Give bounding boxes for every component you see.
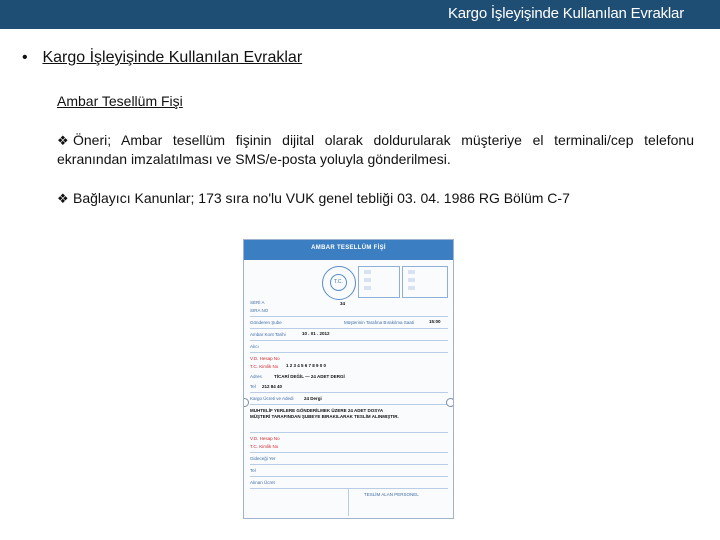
receipt-divider bbox=[348, 488, 349, 516]
receipt-field-label: Alıcı bbox=[250, 344, 259, 349]
receipt-field-label: V.D. Hesap No bbox=[250, 356, 280, 361]
clip-hole-icon bbox=[446, 398, 454, 407]
receipt-line bbox=[250, 476, 448, 477]
receipt-field-label: SERİ A bbox=[250, 300, 265, 305]
receipt-seal-text: T.C. bbox=[330, 274, 347, 291]
receipt-field-label: SIRA NO bbox=[250, 308, 269, 313]
receipt-field-label: Ambar Kont Tarihi bbox=[250, 332, 286, 337]
receipt-line bbox=[250, 464, 448, 465]
receipt-note: TİCARİ DEĞİL — 24 ADET DERGİ bbox=[274, 374, 345, 379]
receipt-cell bbox=[408, 286, 415, 290]
title-bar bbox=[0, 0, 720, 29]
bullet-heading: Kargo İşleyişinde Kullanılan Evraklar bbox=[42, 49, 303, 66]
receipt-line bbox=[250, 328, 448, 329]
bullet-dot-icon: • bbox=[22, 49, 28, 66]
receipt-field-label: Kargo Ücreti ve Adedi bbox=[250, 396, 294, 401]
receipt-line bbox=[250, 340, 448, 341]
slide-title: Kargo İşleyişinde Kullanılan Evraklar bbox=[447, 5, 684, 22]
paragraph-proposal bbox=[57, 131, 694, 169]
receipt-field-label: V.D. Hesap No bbox=[250, 436, 280, 441]
paragraph-laws bbox=[57, 189, 694, 208]
receipt-line bbox=[250, 432, 448, 433]
receipt-cell bbox=[364, 270, 371, 274]
receipt-line bbox=[250, 316, 448, 317]
receipt-date: 10 . 01 . 2012 bbox=[302, 331, 330, 336]
receipt-tel: 212 84 40 bbox=[262, 384, 283, 389]
receipt-line bbox=[250, 488, 448, 489]
receipt-cell bbox=[408, 278, 415, 282]
receipt-line bbox=[250, 452, 448, 453]
receipt-field-label: T.C. Kimlik No bbox=[250, 364, 279, 369]
diamond-bullet-icon: ❖ bbox=[57, 133, 69, 148]
receipt-field-label: Gönderen Şube bbox=[250, 320, 282, 325]
receipt-line bbox=[250, 404, 448, 405]
receipt-field-label: Gideceği Yer bbox=[250, 456, 276, 461]
receipt-remark: MUHTELİF YERLERE GÖNDERİLMEK ÜZERE 24 ADET DOSYA MÜŞTERİ TARAFINDAN ŞUBEYE BIRAKILARAK TESLİM ALINMIŞTIR. bbox=[250, 408, 399, 419]
receipt-line bbox=[250, 392, 448, 393]
receipt-id-number: 1 2 3 4 5 6 7 8 9 0 0 bbox=[286, 363, 327, 368]
receipt-sira-no: 34 bbox=[340, 301, 346, 306]
receipt-field-label: T.C. Kimlik No bbox=[250, 444, 279, 449]
receipt-title: AMBAR TESELLÜM FİŞİ bbox=[311, 245, 386, 251]
receipt-field-label: Tel bbox=[250, 384, 256, 389]
paragraph-laws-text: Bağlayıcı Kanunlar; 173 sıra no'lu VUK genel tebliği 03. 04. 1986 RG Bölüm C-7 bbox=[73, 190, 570, 206]
receipt-field-label: Adres bbox=[250, 374, 262, 379]
receipt-field-label: Müşterinin Tarafına Bırakılma Saati bbox=[344, 320, 414, 325]
receipt-field-label: Alınan Ücret bbox=[250, 480, 275, 485]
receipt-cell bbox=[408, 270, 415, 274]
receipt-line bbox=[250, 352, 448, 353]
clip-hole-icon bbox=[243, 398, 249, 407]
slide-content bbox=[0, 29, 720, 540]
receipt-field-label: TESLİM ALAN PERSONEL bbox=[364, 492, 419, 497]
receipt-seal-icon bbox=[322, 266, 356, 300]
bullet-item bbox=[22, 49, 302, 67]
paragraph-proposal-text: Öneri; Ambar tesellüm fişinin dijital olarak doldurularak müşteriye el terminali/cep telefonu ekranından imzalatılması ve SMS/e-posta yoluyla gönderilmesi. bbox=[57, 132, 694, 167]
sub-title: Ambar Tesellüm Fişi bbox=[57, 93, 183, 109]
diamond-bullet-icon: ❖ bbox=[57, 191, 69, 206]
receipt-header bbox=[244, 240, 453, 260]
receipt-cell bbox=[364, 278, 371, 282]
receipt-count: 24 Dergi bbox=[304, 396, 322, 401]
receipt-time: 15:00 bbox=[429, 319, 441, 324]
receipt-field-label: Tel bbox=[250, 468, 256, 473]
receipt-form-image bbox=[243, 239, 454, 519]
receipt-cell bbox=[364, 286, 371, 290]
